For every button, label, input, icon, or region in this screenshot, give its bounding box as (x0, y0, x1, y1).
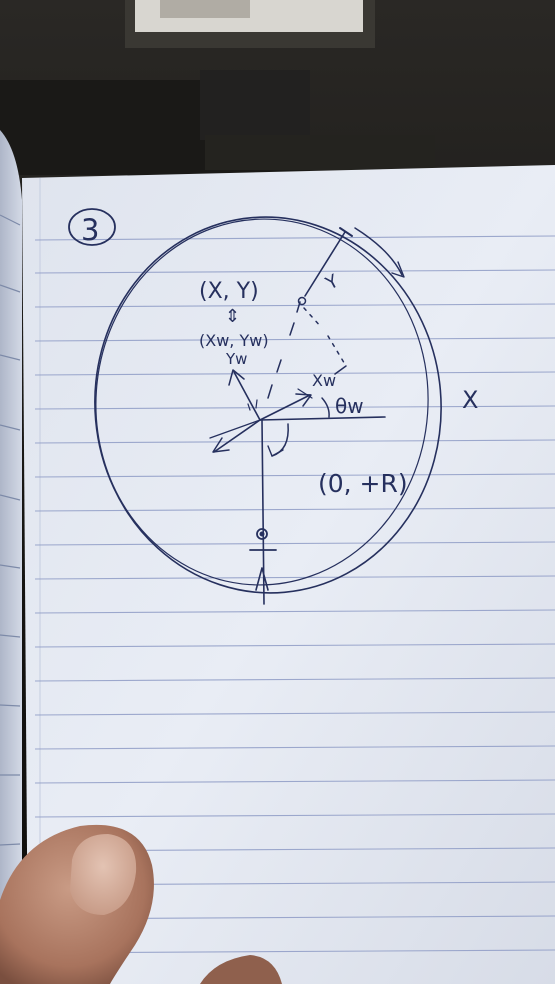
theta-w-label: θw (335, 394, 364, 418)
y-dimension-label: Y (322, 270, 343, 295)
x-dimension-label: X (462, 386, 479, 414)
notebook-left-page (0, 130, 22, 950)
desk (205, 135, 435, 170)
point-xy-label: (X, Y) (199, 279, 259, 304)
point-w-label: (Xw, Yw) (199, 331, 269, 350)
problem-number: 3 (81, 213, 100, 247)
center-label: (0, +R) (318, 469, 408, 498)
double-arrow-label: ⇕ (225, 306, 241, 327)
x-w-label: Xw (312, 371, 337, 390)
y-w-label: Yw (226, 350, 248, 368)
